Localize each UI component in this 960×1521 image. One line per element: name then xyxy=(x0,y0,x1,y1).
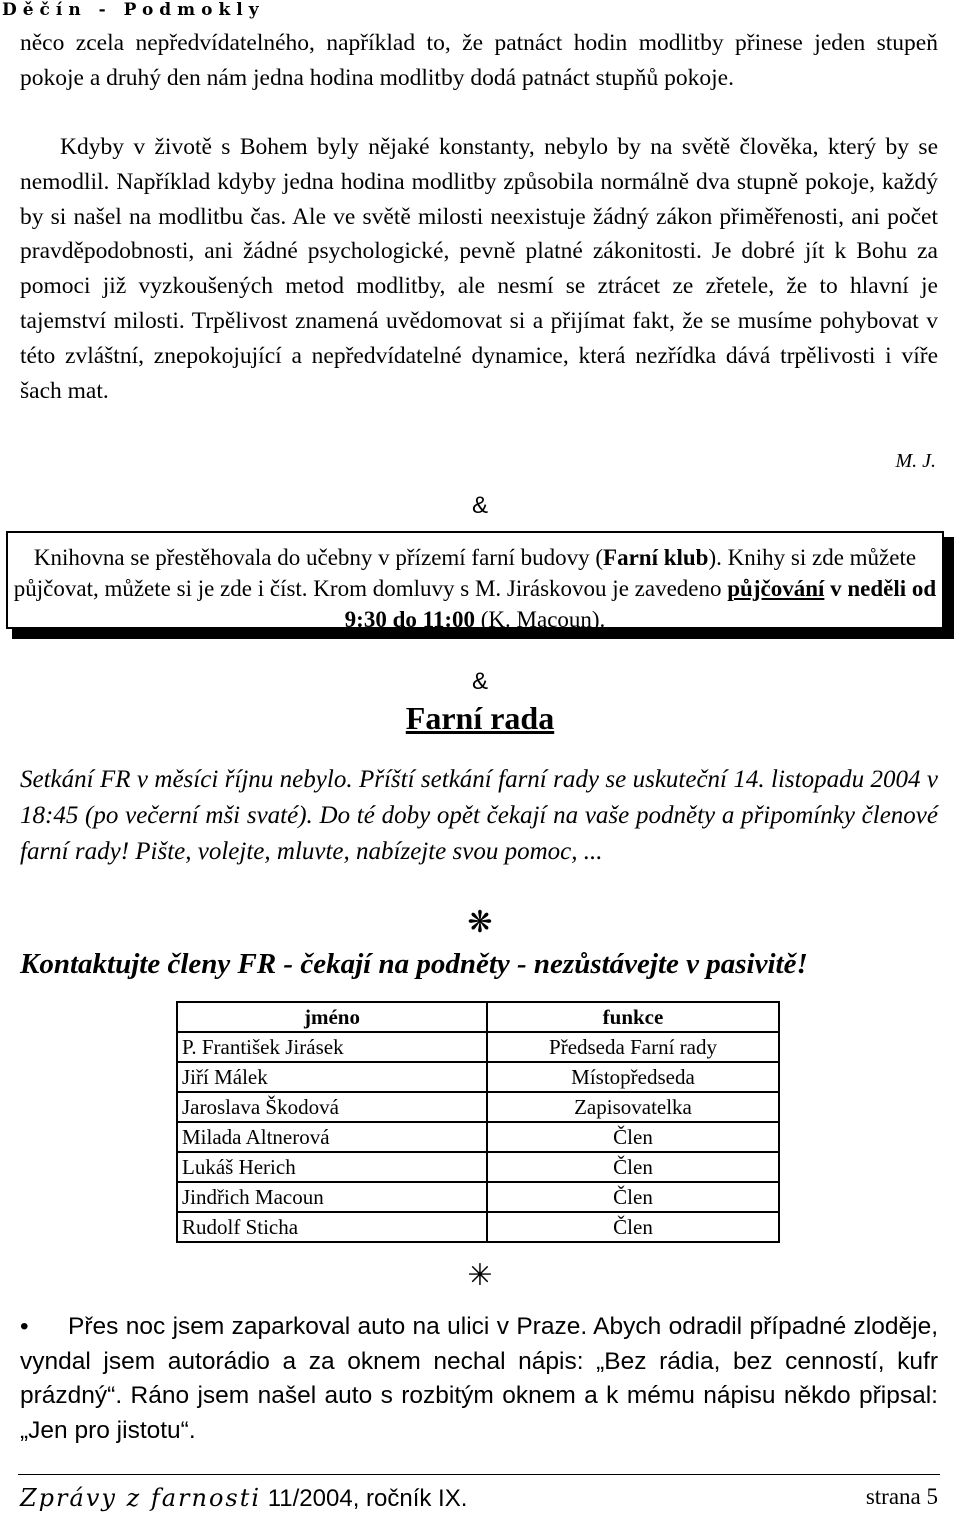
page-number: strana 5 xyxy=(865,1484,938,1509)
table-row xyxy=(177,1182,779,1212)
notice-text-1: Knihovna se přestěhovala do učebny v přízemí farní budovy ( xyxy=(33,545,604,570)
table-header-row xyxy=(177,1002,779,1032)
contact-heading: Kontaktujte členy FR - čekají na podněty - nezůstávejte v pasivitě! xyxy=(20,948,808,980)
footer-divider xyxy=(18,1474,940,1475)
member-name: Jaroslava Škodová xyxy=(177,1092,487,1122)
ampersand-separator: & xyxy=(471,492,488,519)
joke-paragraph xyxy=(20,1310,938,1448)
table-row xyxy=(177,1032,779,1062)
member-function: Člen xyxy=(487,1122,779,1152)
member-function: Člen xyxy=(487,1182,779,1212)
table-row xyxy=(177,1212,779,1242)
library-notice-box xyxy=(6,531,944,632)
member-name: Lukáš Herich xyxy=(177,1152,487,1182)
member-name: Jindřich Macoun xyxy=(177,1182,487,1212)
table-row xyxy=(177,1062,779,1092)
bullet-icon: • xyxy=(20,1313,29,1340)
member-function: Zapisovatelka xyxy=(487,1092,779,1122)
article-signature: M. J. xyxy=(895,450,936,472)
member-name: Jiří Málek xyxy=(177,1062,487,1092)
farni-rada-heading: Farní rada xyxy=(405,700,555,736)
member-name: Milada Altnerová xyxy=(177,1122,487,1152)
ampersand-separator-2: & xyxy=(471,668,488,695)
table-row xyxy=(177,1122,779,1152)
issue-info: 11/2004, ročník IX. xyxy=(261,1485,468,1512)
notice-bold-time: v neděli od 9:30 do 11:00 xyxy=(344,576,937,632)
member-function: Předseda Farní rady xyxy=(487,1032,779,1062)
notice-bold-pujcovani: půjčování xyxy=(727,576,825,601)
notice-text-3: (K. Macoun). xyxy=(475,607,606,632)
member-name: P. František Jirásek xyxy=(177,1032,487,1062)
star-ornament-1: ❋ xyxy=(467,906,493,939)
member-name: Rudolf Sticha xyxy=(177,1212,487,1242)
footer-publication xyxy=(20,1484,467,1513)
member-function: Člen xyxy=(487,1152,779,1182)
notice-bold-farni-klub: Farní klub xyxy=(603,545,709,570)
column-header-function: funkce xyxy=(487,1002,779,1032)
column-header-name: jméno xyxy=(177,1002,487,1032)
member-function: Místopředseda xyxy=(487,1062,779,1092)
council-members-table xyxy=(176,1001,780,1243)
member-function: Člen xyxy=(487,1212,779,1242)
joke-text: Přes noc jsem zaparkoval auto na ulici v Praze. Abych odradil případné zloděje, vyndal jsem autorádio a za oknem nechal nápis: „Bez rádia, bez cenností, kufr prázdný“. Ráno jsem našel auto s rozbitým oknem a k mému nápisu někdo připsal: „Jen pro jistotu“. xyxy=(20,1313,938,1444)
table-row xyxy=(177,1152,779,1182)
header-title: Děčín - Podmokly xyxy=(2,0,265,20)
publication-name: Zprávy z farnosti xyxy=(20,1484,262,1512)
article-paragraph-1: něco zcela nepředvídatelného, například to, že patnáct hodin modlitby přinese jeden stupeň pokoje a druhý den nám jedna hodina modlitby dodá patnáct stupňů pokoje. xyxy=(20,30,938,91)
star-ornament-2: ✳ xyxy=(467,1259,493,1292)
article-paragraph-2: Kdyby v životě s Bohem byly nějaké konstanty, nebylo by na světě člověka, který by se nemodlil. Například kdyby jedna hodina modlitby způsobila normálně dva stupně pokoje, každý by si našel na modlitbu čas. Ale ve světě milosti neexistuje žádný zákon přiměřenosti, ani počet pravděpodobnosti, ani žádné psychologické, pevně platné zákonitosti. Je dobré jít k Bohu za pomoci již vyzkoušených metod modlitby, ale nesmí se ztrácet ze zřetele, že to hlavní je tajemství milosti. Trpělivost znamená uvědomovat si a přijímat fakt, že se musíme pohybovat v této zvláštní, znepokojující a nepředvídatelné dynamice, která nezřídka dává trpělivosti i víře šach mat. xyxy=(20,134,938,404)
farni-rada-text: Setkání FR v měsíci říjnu nebylo. Příští setkání farní rady se uskuteční 14. listopadu 2004 v 18:45 (po večerní mši svaté). Do té doby opět čekají na vaše podněty a připomínky členové farní rady! Pište, volejte, mluvte, nabízejte svou pomoc, ... xyxy=(20,766,938,865)
notice-text-2: ). Knihy si zde můžete půjčovat, můžete si je zde i číst. Krom domluvy s M. Jiráskovou je zavedeno xyxy=(13,545,917,601)
table-row xyxy=(177,1092,779,1122)
